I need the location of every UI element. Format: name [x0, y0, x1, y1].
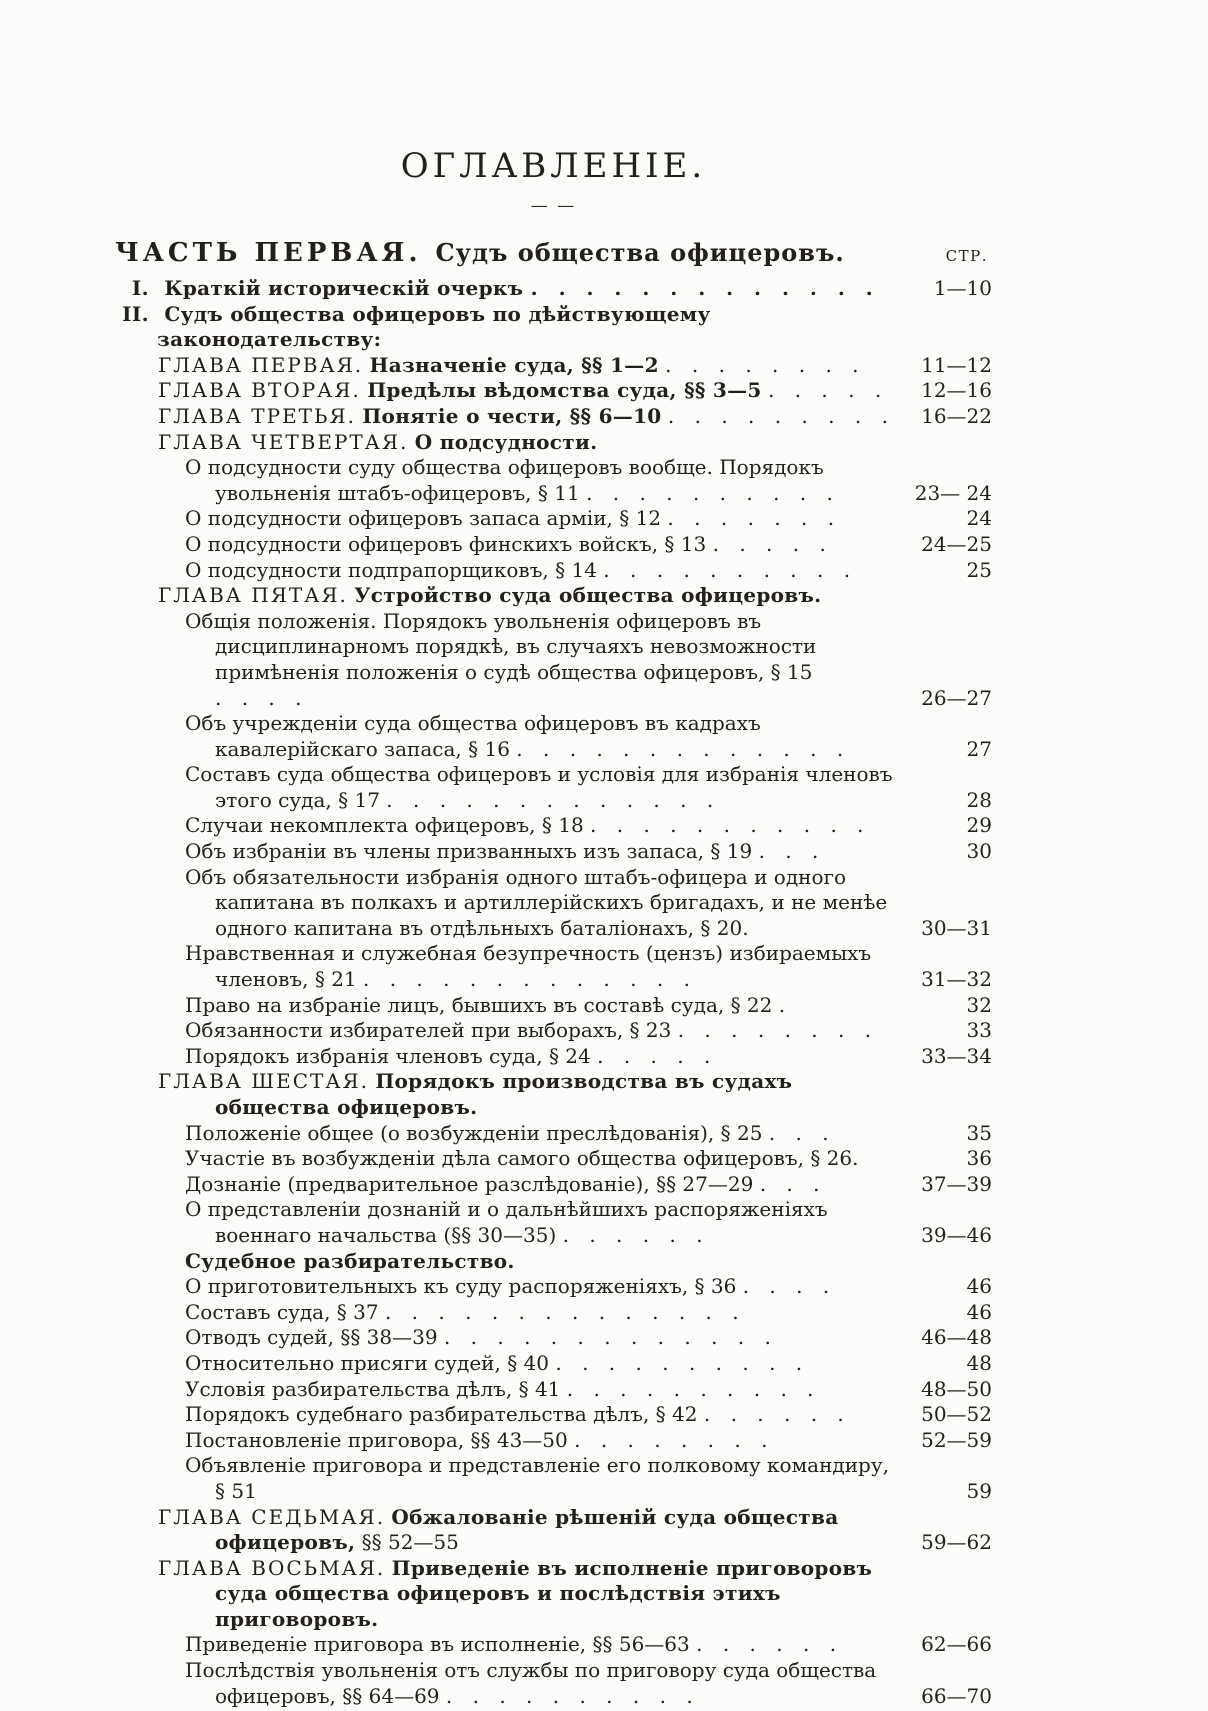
toc-content [115, 0, 992, 1709]
entry-text: Условія разбирательства дѣлъ, § 41 [185, 1376, 561, 1401]
page-title: ОГЛАВЛЕНІЕ. [400, 146, 707, 186]
entry-text-block [115, 558, 900, 584]
entry-chapter-label: ГЛАВА ЧЕТВЕРТАЯ. [158, 429, 409, 454]
entry-text: Составъ суда общества офицеровъ и условія для избранія членовъ этого суда, § 17 [185, 762, 893, 812]
entry-text-block [115, 1069, 900, 1120]
entry-text-block [115, 711, 900, 762]
entry-leader-dots: . . . . . . . . . [667, 403, 895, 428]
entry-page-number: 28 [966, 787, 992, 812]
toc-entry [115, 302, 992, 353]
entry-leader-dots: . . . . . [767, 378, 889, 403]
entry-text-block [115, 993, 900, 1019]
toc-entry [115, 711, 992, 762]
entry-page-number: 36 [966, 1146, 992, 1171]
entry-page-number: 24—25 [921, 531, 992, 556]
toc-entry [115, 1249, 992, 1275]
entry-text: Положеніе общее (о возбужденіи преслѣдованія), § 25 [185, 1120, 763, 1145]
entry-text: §§ 52—55 [361, 1530, 459, 1555]
entry-page-number: 39—46 [921, 1222, 992, 1247]
entry-text-block [115, 1505, 900, 1556]
entry-text: Постановленіе приговора, §§ 43—50 [185, 1427, 568, 1452]
entry-text-block [115, 378, 900, 404]
toc-entries [115, 276, 992, 1709]
entry-title-bold: Судебное разбирательство. [185, 1248, 515, 1273]
entry-leader-dots: . . . . . . . . . . . . . [363, 967, 697, 992]
toc-entry [115, 558, 992, 584]
entry-text-block [115, 1274, 900, 1300]
entry-chapter-label: ГЛАВА ШЕСТАЯ. [158, 1069, 369, 1094]
toc-entry [115, 1402, 992, 1428]
entry-text-block [115, 455, 900, 506]
entry-page-number: 33 [966, 1018, 992, 1043]
entry-number: I. [131, 276, 149, 300]
entry-text: Порядокъ избранія членовъ суда, § 24 [185, 1043, 591, 1068]
toc-entry [115, 839, 992, 865]
entry-text-block [115, 1044, 900, 1070]
toc-entry [115, 1197, 992, 1248]
entry-text: Послѣдствія увольненія отъ службы по приговору суда общества офицеровъ, §§ 64—69 [185, 1658, 877, 1708]
entry-text: Дознаніе (предварительное разслѣдованіе), §§ 27—29 [185, 1171, 754, 1196]
toc-entry [115, 813, 992, 839]
entry-text-block [115, 762, 900, 813]
entry-leader-dots: . . . . . . . . . . [445, 1683, 700, 1708]
entry-page-number: 30 [966, 839, 992, 864]
entry-text: О подсудности офицеровъ финскихъ войскъ, § 13 [185, 531, 707, 556]
entry-text: Нравственная и служебная безупречность (цензъ) избираемыхъ членовъ, § 21 [185, 941, 872, 992]
entry-text: Относительно присяги судей, § 40 [185, 1350, 550, 1375]
entry-text-block [115, 1172, 900, 1198]
toc-entry [115, 1018, 992, 1044]
entry-title-bold: Назначеніе суда, §§ 1—2 [369, 352, 659, 377]
entry-text: О подсудности подпрапорщиковъ, § 14 [185, 557, 597, 582]
toc-entry [115, 378, 992, 404]
entry-text: О представленіи дознаній и о дальнѣйшихъ распоряженіяхъ военнаго начальства (§§ 30—35) [185, 1197, 828, 1247]
entry-leader-dots: . . . [768, 1120, 836, 1145]
entry-text: Отводъ судей, §§ 38—39 [185, 1325, 438, 1350]
entry-text-block [115, 506, 900, 532]
entry-chapter-label: ГЛАВА ПЯТАЯ. [158, 583, 348, 608]
entry-page-number: 59—62 [921, 1530, 992, 1555]
entry-leader-dots: . . . . . . . . . . . . . [443, 1325, 778, 1350]
toc-entry [115, 506, 992, 532]
entry-page-number: 31—32 [921, 967, 992, 992]
entry-number: II. [122, 301, 149, 326]
toc-entry [115, 1044, 992, 1070]
toc-entry [115, 1658, 992, 1709]
entry-page-number: 29 [966, 813, 992, 838]
toc-entry [115, 865, 992, 942]
entry-text-block [115, 404, 900, 430]
entry-text: Приведеніе приговора въ исполненіе, §§ 56—63 [185, 1632, 690, 1657]
entry-text-block [115, 1018, 900, 1044]
entry-leader-dots: . . . . . [597, 1043, 718, 1068]
entry-text-block [115, 1146, 900, 1172]
entry-text-block [115, 941, 900, 992]
entry-title-bold: Понятіе о чести, §§ 6—10 [362, 403, 662, 428]
toc-entry [115, 1632, 992, 1658]
toc-entry [115, 532, 992, 558]
entry-chapter-label: ГЛАВА ПЕРВАЯ. [158, 352, 364, 377]
entry-text-block [115, 1428, 900, 1454]
entry-text-block [115, 1453, 900, 1504]
entry-leader-dots: . . . . . . . . . . [555, 1350, 810, 1375]
entry-page-number: 30—31 [921, 915, 992, 940]
entry-text: Объ обязательности избранія одного штабъ-офицера и одного капитана въ полкахъ и артиллерійскихъ бригадахъ, и не менѣе одного капитана въ отдѣльныхъ баталіонахъ, § 20. [185, 864, 888, 940]
entry-leader-dots: . . . . . . . . . . [586, 480, 840, 505]
entry-page-number: 11—12 [921, 352, 992, 377]
entry-page-number: 46 [966, 1299, 992, 1324]
entry-leader-dots: . . . . . . . . . . [603, 557, 858, 582]
entry-text-block [115, 1197, 900, 1248]
entry-text-block [115, 1402, 900, 1428]
toc-entry [115, 1556, 992, 1633]
entry-text-block [115, 1325, 900, 1351]
part-header [115, 238, 992, 268]
toc-entry [115, 1351, 992, 1377]
entry-text-block [115, 1632, 900, 1658]
entry-leader-dots: . . . . . . [703, 1402, 851, 1427]
entry-text-block [115, 1658, 900, 1709]
toc-entry [115, 1172, 992, 1198]
entry-page-number: 12—16 [921, 378, 992, 403]
entry-text-block [115, 302, 900, 353]
entry-text-block [115, 813, 900, 839]
entry-page-number: 35 [966, 1120, 992, 1145]
entry-page-number: 52—59 [921, 1427, 992, 1452]
toc-entry [115, 1121, 992, 1147]
entry-chapter-label: ГЛАВА СЕДЬМАЯ. [158, 1504, 386, 1529]
entry-leader-dots: . . . . . . . . . . . . . [516, 736, 851, 761]
toc-entry [115, 1325, 992, 1351]
toc-entry [115, 1377, 992, 1403]
toc-entry [115, 762, 992, 813]
toc-entry [115, 1274, 992, 1300]
entry-text-block [115, 583, 900, 609]
entry-leader-dots: . . . . . . . . . . [566, 1376, 821, 1401]
entry-page-number: 1—10 [933, 276, 992, 300]
entry-text-block [115, 276, 900, 302]
entry-chapter-label: ГЛАВА ТРЕТЬЯ. [158, 403, 357, 428]
entry-page-number: 37—39 [921, 1171, 992, 1196]
entry-text: О подсудности суду общества офицеровъ вообще. Порядокъ увольненія штабъ-офицеровъ, § 11 [185, 455, 824, 505]
entry-page-number: 59 [966, 1478, 992, 1503]
entry-page-number: 23— 24 [914, 480, 992, 505]
entry-leader-dots: . . . . . . [562, 1222, 710, 1247]
entry-text-block [115, 1249, 900, 1275]
entry-text: Объявленіе приговора и представленіе его полковому командиру, § 51 [185, 1453, 889, 1503]
entry-text-block [115, 865, 900, 942]
entry-text-block [115, 1556, 900, 1633]
entry-leader-dots: . . . . [215, 685, 309, 710]
entry-title-bold: Краткій историческій очеркъ [164, 276, 524, 300]
toc-entry [115, 993, 992, 1019]
entry-title-bold: Судъ общества офицеровъ по дѣйствующему законодательству: [157, 301, 711, 352]
entry-text: Объ избраніи въ члены призванныхъ изъ запаса, § 19 [185, 839, 753, 864]
entry-text-block [115, 609, 900, 711]
entry-text: Участіе въ возбужденіи дѣла самого общества офицеровъ, § 26. [185, 1146, 859, 1171]
entry-chapter-label: ГЛАВА ВОСЬМАЯ. [158, 1555, 386, 1580]
entry-leader-dots: . . . . . . [696, 1632, 844, 1657]
entry-page-number: 48—50 [921, 1376, 992, 1401]
entry-text-block [115, 1121, 900, 1147]
toc-entry [115, 941, 992, 992]
title-divider-ornament: — — [530, 196, 577, 216]
entry-page-number: 62—66 [921, 1632, 992, 1657]
entry-leader-dots: . . . . . . . . [574, 1427, 775, 1452]
entry-text-block [115, 1300, 900, 1326]
entry-text: О подсудности офицеровъ запаса арміи, § 12 [185, 506, 662, 531]
entry-text: Составъ суда, § 37 [185, 1299, 379, 1324]
entry-text-block [115, 430, 900, 456]
entry-page-number: 66—70 [921, 1683, 992, 1708]
entry-leader-dots: . . . . . [712, 531, 833, 556]
entry-text-block [115, 839, 900, 865]
entry-page-number: 33—34 [921, 1043, 992, 1068]
entry-page-number: 46—48 [921, 1325, 992, 1350]
toc-entry [115, 1453, 992, 1504]
entry-text-block [115, 1377, 900, 1403]
entry-title-bold: Устройство суда общества офицеровъ. [354, 583, 822, 608]
entry-text: О приготовительныхъ къ суду распоряженіяхъ, § 36 [185, 1274, 737, 1299]
toc-entry [115, 276, 992, 302]
toc-entry [115, 583, 992, 609]
entry-leader-dots: . . . [759, 1171, 827, 1196]
page-column-header: СТР. [945, 247, 988, 265]
entry-title-bold: Предѣлы вѣдомства суда, §§ 3—5 [367, 378, 762, 403]
entry-page-number: 16—22 [921, 403, 992, 428]
entry-page-number: 48 [966, 1350, 992, 1375]
toc-entry [115, 1146, 992, 1172]
entry-title-bold: О подсудности. [414, 429, 598, 454]
entry-leader-dots: . . . . . . . . [677, 1018, 879, 1043]
entry-text: Обязанности избирателей при выборахъ, § 23 [185, 1018, 672, 1043]
entry-chapter-label: ГЛАВА ВТОРАЯ. [158, 378, 361, 403]
toc-entry [115, 455, 992, 506]
toc-entry [115, 1069, 992, 1120]
entry-page-number: 27 [966, 736, 992, 761]
entry-leader-dots: . . . . . . . . . . . . . [530, 276, 880, 300]
toc-entry [115, 1428, 992, 1454]
entry-page-number: 25 [966, 557, 992, 582]
toc-entry [115, 404, 992, 430]
entry-leader-dots: . [778, 992, 793, 1017]
entry-title-bold: Приведеніе въ исполненіе приговоровъ суда общества офицеровъ и послѣдствія этихъ приговоровъ. [215, 1555, 873, 1631]
part-label: ЧАСТЬ ПЕРВАЯ. [115, 238, 422, 268]
part-title: Судъ общества офицеровъ. [435, 238, 845, 267]
entry-text-block [115, 532, 900, 558]
entry-leader-dots: . . . . [742, 1274, 837, 1299]
toc-entry [115, 1300, 992, 1326]
toc-entry [115, 1505, 992, 1556]
toc-entry [115, 609, 992, 711]
entry-text: Случаи некомплекта офицеровъ, § 18 [185, 813, 584, 838]
entry-leader-dots: . . . . . . . [667, 506, 842, 531]
toc-entry [115, 353, 992, 379]
entry-page-number: 46 [966, 1274, 992, 1299]
entry-text: Право на избраніе лицъ, бывшихъ въ составѣ суда, § 22 [185, 992, 773, 1017]
entry-text: Общія положенія. Порядокъ увольненія офицеровъ въ дисциплинарномъ порядкѣ, въ случаяхъ невозможности примѣненія положенія о судѣ общества офицеровъ, § 15 [185, 608, 817, 684]
entry-leader-dots: . . . . . . . . . . . . . . [384, 1299, 746, 1324]
entry-title-bold: Порядокъ производства въ судахъ общества офицеровъ. [215, 1069, 793, 1119]
entry-text-block [115, 1351, 900, 1377]
entry-page-number: 24 [966, 506, 992, 531]
entry-text: Объ учрежденіи суда общества офицеровъ въ кадрахъ кавалерійскаго запаса, § 16 [185, 711, 761, 761]
entry-title-bold: Обжалованіе рѣшеній суда общества офицеровъ, [215, 1504, 839, 1555]
entry-text: Порядокъ судебнаго разбирательства дѣлъ, § 42 [185, 1402, 698, 1427]
entry-text-block [115, 353, 900, 379]
toc-entry [115, 430, 992, 456]
entry-leader-dots: . . . [758, 839, 826, 864]
entry-page-number: 50—52 [921, 1402, 992, 1427]
entry-leader-dots: . . . . . . . . . . . . . [386, 787, 721, 812]
entry-page-number: 26—27 [921, 685, 992, 710]
entry-leader-dots: . . . . . . . . [665, 352, 866, 377]
entry-page-number: 32 [966, 992, 992, 1017]
entry-leader-dots: . . . . . . . . . . . [590, 813, 871, 838]
